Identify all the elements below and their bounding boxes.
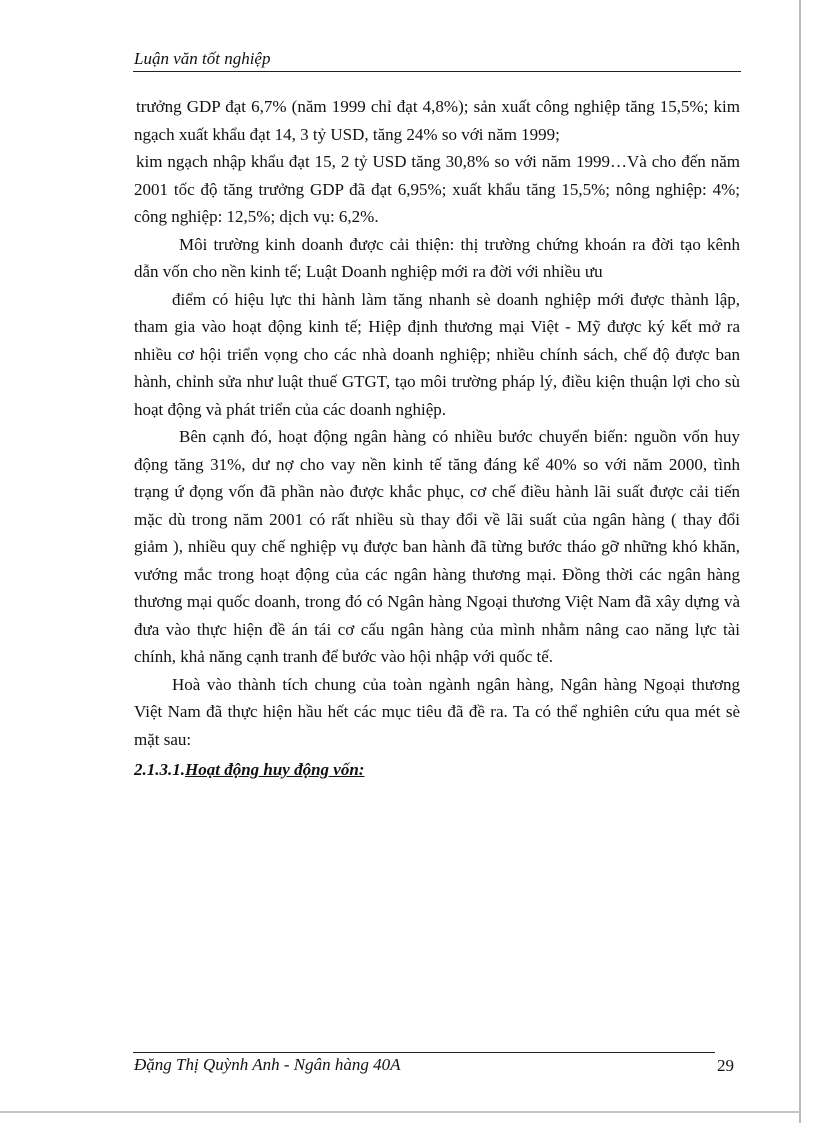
paragraph: Bên cạnh đó, hoạt động ngân hàng có nhiều bước chuyển biến: nguồn vốn huy động tăng 31%, dư nợ cho vay nền kinh tế tăng đáng kể 40% so với năm 2000, tình trạng ứ đọng vốn đã phần nào được khắc phục, cơ chế điều hành lãi suất được cải tiến mặc dù trong năm 2001 có rất nhiều sù thay đổi về lãi suất của ngân hàng ( thay đổi giảm ), nhiều quy chế nghiệp vụ được ban hành đã từng bước tháo gỡ những khó khăn, vướng mắc trong hoạt động của các ngân hàng thương mại. Đồng thời các ngân hàng thương mại quốc doanh, trong đó có Ngân hàng Ngoại thương Việt Nam đã xây dựng và đưa vào thực hiện đề án tái cơ cấu ngân hàng của mình nhằm nâng cao năng lực tài chính, khả năng cạnh tranh để bước vào hội nhập với quốc tế.: [134, 427, 740, 666]
section-title: Hoạt động huy động vốn:: [185, 760, 365, 779]
paragraph: trưởng GDP đạt 6,7% (năm 1999 chỉ đạt 4,8%); sản xuất công nghiệp tăng 15,5%; kim ngạch xuất khẩu đạt 14, 3 tỷ USD, tăng 24% so với năm 1999;: [134, 97, 740, 144]
header-divider: [133, 71, 741, 72]
section-heading: [134, 756, 740, 784]
section-number: 2.1.3.1.: [134, 760, 185, 779]
footer-author: Đặng Thị Quỳnh Anh - Ngân hàng 40A: [134, 1055, 401, 1074]
paragraph: Môi trường kinh doanh được cải thiện: thị trường chứng khoán ra đời tạo kênh dẫn vốn cho nền kinh tế; Luật Doanh nghiệp mới ra đời với nhiều ưu: [134, 234, 740, 281]
paragraph: điểm có hiệu lực thi hành làm tăng nhanh sè doanh nghiệp mới được thành lập, tham gia vào hoạt động kinh tế; Hiệp định thương mại Việt - Mỹ được ký kết mở ra nhiều cơ hội triển vọng cho các nhà doanh nghiệp; nhiều chính sách, chế độ được ban hành, chỉnh sửa như luật thuế GTGT, tạo môi trường pháp lý, điều kiện thuận lợi cho sù hoạt động và phát triển của các doanh nghiệp.: [134, 289, 740, 419]
running-header: Luận văn tốt nghiệp: [134, 49, 271, 68]
page-border-right: [799, 0, 801, 1123]
paragraph: Hoà vào thành tích chung của toàn ngành ngân hàng, Ngân hàng Ngoại thương Việt Nam đã thực hiện hầu hết các mục tiêu đã đề ra. Ta có thể nghiên cứu qua mét sè mặt sau:: [134, 674, 740, 749]
page-number: 29: [717, 1056, 734, 1075]
paragraph: kim ngạch nhập khẩu đạt 15, 2 tỷ USD tăng 30,8% so với năm 1999…Và cho đến năm 2001 tốc độ tăng trưởng GDP đã đạt 6,95%; xuất khẩu tăng 15,5%; nông nghiệp: 4%; công nghiệp: 12,5%; dịch vụ: 6,2%.: [134, 152, 740, 226]
footer-divider: [133, 1052, 715, 1053]
body-text: [134, 93, 740, 784]
page-border-bottom: [0, 1111, 800, 1113]
